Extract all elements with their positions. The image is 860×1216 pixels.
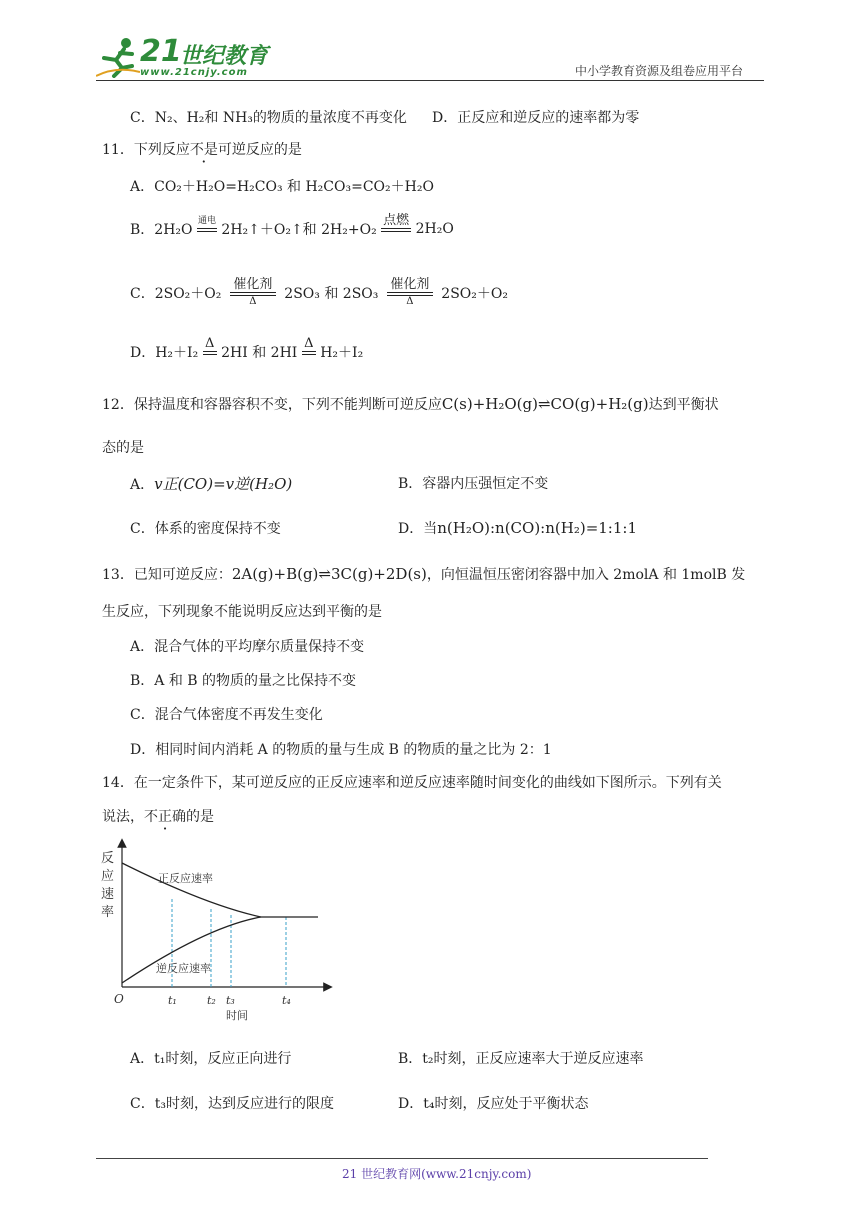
ylabel-char: 应 — [101, 869, 115, 884]
q11-option-b: B．2H₂O 通电 2H₂↑＋O₂↑和 2H₂+O₂ 点燃 2H₂O — [130, 213, 454, 238]
x-axis-label: 时间 — [226, 1009, 248, 1022]
q13-stem-line1: 13．已知可逆反应：2A(g)+B(g)⇌3C(g)+2D(s)，向恒温恒压密闭容器中加入 2molA 和 1molB 发 — [102, 565, 746, 583]
ylabel-char: 速 — [101, 887, 115, 902]
q11-option-d: D．H₂＋I₂ Δ 2HI 和 2HI Δ H₂＋I₂ — [130, 336, 364, 361]
q14-option-a: A．t₁时刻，反应正向进行 — [130, 1051, 292, 1067]
logo-url: www.21cnjy.com — [140, 67, 248, 78]
reverse-rate-label: 逆反应速率 — [156, 962, 211, 975]
tick-label: t₁ — [168, 994, 177, 1007]
tick-label: t₃ — [226, 994, 235, 1007]
q14-option-b: B．t₂时刻，正反应速率大于逆反应速率 — [398, 1051, 644, 1067]
q14-option-d: D．t₄时刻，反应处于平衡状态 — [398, 1096, 589, 1112]
ylabel-char: 反 — [101, 851, 115, 866]
runner-logo-icon — [96, 36, 140, 78]
q13-stem-line2: 生反应，下列现象不能说明反应达到平衡的是 — [102, 604, 382, 620]
footer-rule — [96, 1158, 708, 1159]
header-rule — [96, 80, 764, 81]
q14-option-c: C．t₃时刻，达到反应进行的限度 — [130, 1096, 334, 1112]
y-axis-label — [101, 851, 114, 920]
q12-option-b: B．容器内压强恒定不变 — [398, 476, 549, 492]
tick-label: t₄ — [282, 994, 291, 1007]
origin-label: O — [114, 992, 124, 1006]
q13-option-b: B．A 和 B 的物质的量之比保持不变 — [130, 673, 357, 689]
q11-option-c: C．2SO₂＋O₂ 催化剂 Δ 2SO₃ 和 2SO₃ 催化剂 Δ 2SO₂＋O₂ — [130, 277, 508, 307]
logo-text: 世纪教育 — [180, 44, 269, 69]
footer-text: 21 世纪教育网(www.21cnjy.com) — [342, 1167, 532, 1181]
q12-stem-line1: 12．保持温度和容器容积不变，下列不能判断可逆反应C(s)+H₂O(g)⇌CO(g)+H₂(g)达到平衡状 — [102, 395, 719, 413]
logo-number: 21 — [140, 34, 182, 69]
q11-option-a: A．CO₂＋H₂O=H₂CO₃ 和 H₂CO₃=CO₂＋H₂O — [130, 179, 434, 195]
rate-time-graph — [96, 835, 336, 1025]
forward-rate-curve — [122, 863, 318, 917]
q14-stem-line1: 14．在一定条件下，某可逆反应的正反应速率和逆反应速率随时间变化的曲线如下图所示。下列有关 — [102, 775, 722, 791]
forward-rate-label: 正反应速率 — [158, 872, 213, 885]
q12-option-c: C．体系的密度保持不变 — [130, 521, 281, 537]
q13-option-d: D．相同时间内消耗 A 的物质的量与生成 B 的物质的量之比为 2：1 — [130, 742, 552, 758]
q13-option-a: A．混合气体的平均摩尔质量保持不变 — [130, 639, 365, 655]
q14-stem-line2: 说法，不正确的是 — [102, 809, 214, 825]
ylabel-char: 率 — [101, 905, 115, 920]
q12-stem-line2: 态的是 — [102, 440, 144, 456]
q10-option-d: D．正反应和逆反应的速率都为零 — [432, 110, 640, 126]
q12-option-a: A．v正(CO)=v逆(H₂O) — [130, 475, 293, 493]
header-platform-text: 中小学教育资源及组卷应用平台 — [575, 64, 744, 78]
tick-label: t₂ — [207, 994, 216, 1007]
q11-stem: 11．下列反应不是可逆反应的是 — [102, 142, 302, 158]
q12-option-d: D．当n(H₂O):n(CO):n(H₂)=1:1:1 — [398, 519, 638, 537]
q10-option-c: C．N₂、H₂和 NH₃的物质的量浓度不再变化 — [130, 110, 407, 126]
q13-option-c: C．混合气体密度不再发生变化 — [130, 707, 323, 723]
